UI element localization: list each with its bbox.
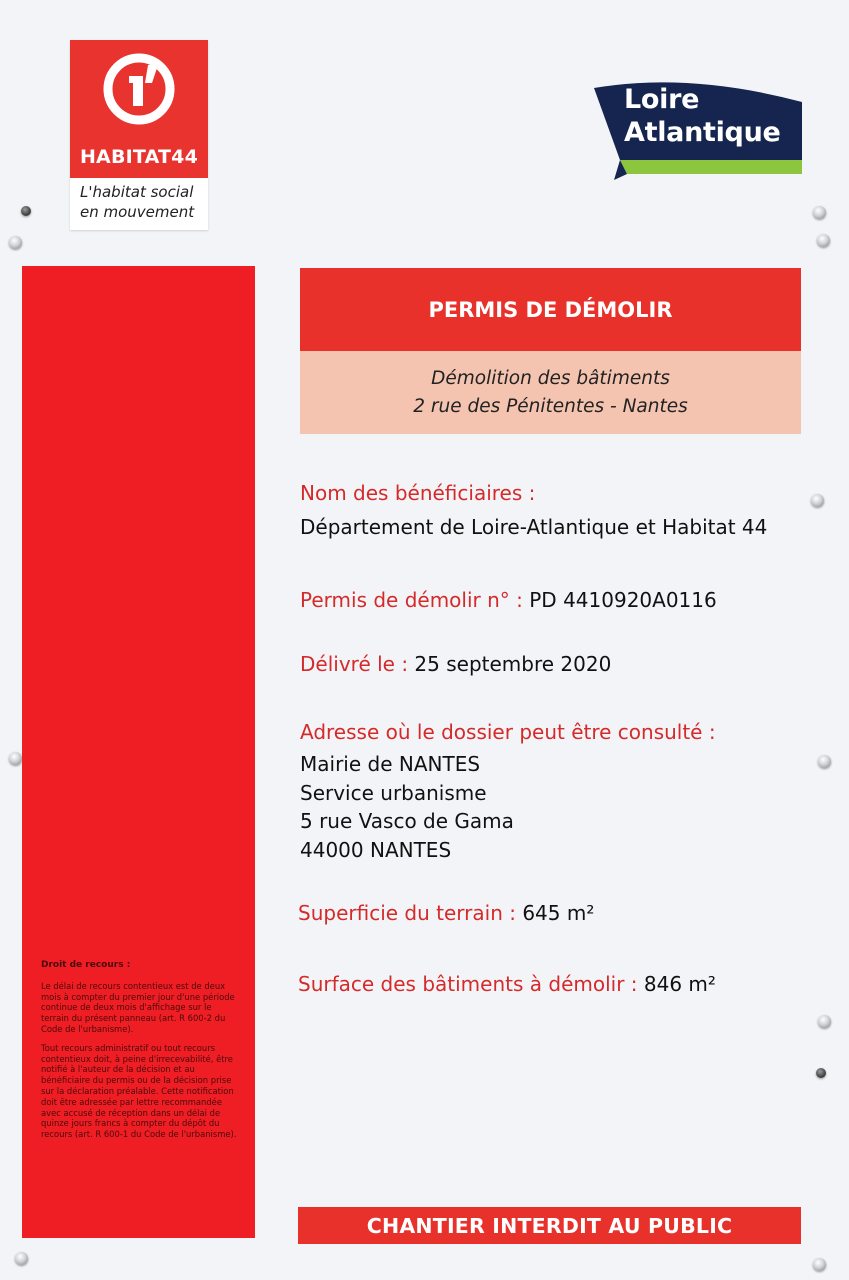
permit-number-label: Permis de démolir n° : [300,588,523,612]
permit-subtitle-line-2: 2 rue des Pénitentes - Nantes [413,395,688,417]
permit-subtitle [300,351,801,434]
delivered-row [300,652,611,676]
permit-subtitle-line-1: Démolition des bâtiments [431,367,670,389]
delivered-value: 25 septembre 2020 [414,652,612,676]
recours-paragraph-2: Tout recours administratif ou tout recours contentieux doit, à peine d'irrecevabilité, être notifié à l'auteur de la décision et au bénéficiaire du permis ou de la décision prise sur la déclaration préalable. Cette notification doit être adressée par lettre recommandée avec accusé de réception dans un délai de quinze jours francs à compter du dépôt du recours (art. R 600-1 du Code de l'urbanisme). [41,1042,237,1140]
address-line: 44000 NANTES [300,837,452,862]
demolish-area-row [298,972,716,996]
address-block [300,750,514,864]
address-line: Mairie de NANTES [300,752,481,776]
screw-icon [15,1252,28,1265]
habitat44-tagline-1: L'habitat social [80,183,194,201]
screw-icon [811,494,824,507]
delivered-label: Délivré le : [300,652,409,676]
screw-icon [813,206,826,219]
demolish-area-value: 846 m² [643,972,716,996]
address-line: 5 rue Vasco de Gama [300,809,514,833]
screw-icon [818,755,831,768]
screw-icon [816,1068,826,1078]
permit-title: PERMIS DE DÉMOLIR [300,268,801,351]
beneficiaries-label: Nom des bénéficiaires : [300,481,536,505]
permit-number-row [300,588,717,612]
address-label: Adresse où le dossier peut être consulté : [300,720,716,744]
land-area-label: Superficie du terrain : [298,901,516,925]
habitat44-logo [70,40,208,230]
recours-paragraph-1: Le délai de recours contentieux est de deux mois à compter du premier jour d'une période continue de deux mois d'affichage sur le terrain du présent panneau (art. R 600-2 du Code de l'urbanisme). [41,980,235,1034]
address-line: Service urbanisme [300,780,487,805]
no-public-banner: CHANTIER INTERDIT AU PUBLIC [298,1207,801,1244]
recours-notice [41,960,241,1148]
screw-icon [21,206,31,216]
screw-icon [813,1258,826,1271]
land-area-value: 645 m² [522,901,595,925]
loire-atlantique-logo [594,76,802,180]
habitat44-tagline [80,182,204,222]
screw-icon [9,752,22,765]
habitat44-logo-red-block [70,40,208,178]
demolish-area-label: Surface des bâtiments à démolir : [298,972,638,996]
recours-heading: Droit de recours : [41,960,131,970]
loire-atlantique-line-2: Atlantique [624,117,781,148]
loire-atlantique-line-1: Loire [624,84,700,115]
screw-icon [817,234,830,247]
habitat44-mark-icon [100,50,178,128]
screw-icon [818,1015,831,1028]
beneficiaries-value: Département de Loire-Atlantique et Habitat 44 [300,515,768,539]
land-area-row [298,901,594,925]
screw-icon [9,236,22,249]
habitat44-name: HABITAT44 [79,146,199,168]
habitat44-tagline-2: en mouvement [80,203,195,221]
permit-number-value: PD 4410920A0116 [529,588,717,612]
